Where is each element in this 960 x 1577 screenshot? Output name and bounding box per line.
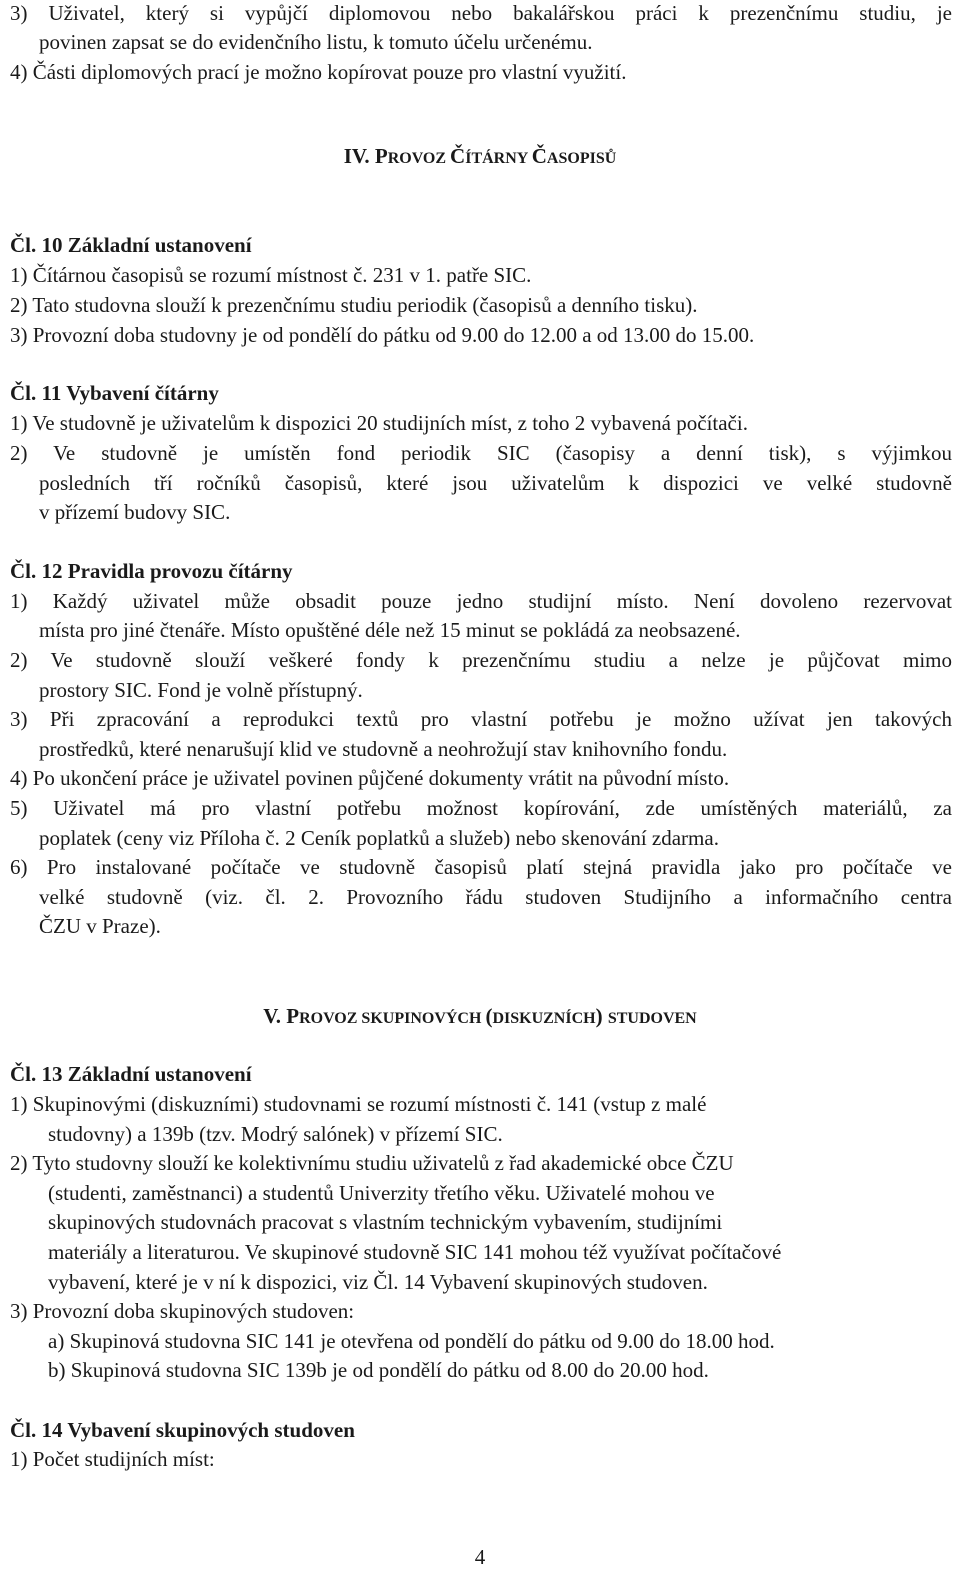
- article-line: 2) Tato studovna slouží k prezenčnímu studiu periodik (časopisů a denního tisku).: [10, 293, 698, 317]
- heading-part: ASOPISŮ: [546, 150, 617, 167]
- article-line: prostředků, které nenarušují klid ve studovně a neohrožují stav knihovního fondu.: [39, 737, 728, 761]
- article-line: b) Skupinová studovna SIC 139b je od pondělí do pátku od 8.00 do 20.00 hod.: [48, 1358, 709, 1382]
- article-line: ČZU v Praze).: [39, 914, 161, 938]
- article-line: 4) Po ukončení práce je uživatel povinen půjčené dokumenty vrátit na původní místo.: [10, 766, 730, 790]
- article-line: 1) Ve studovně je uživatelům k dispozici 20 studijních míst, z toho 2 vybavená počítači.: [10, 411, 748, 435]
- page-number: 4: [474, 1545, 486, 1569]
- section-heading-iv: [0, 146, 960, 167]
- article-line: a) Skupinová studovna SIC 141 je otevřena od pondělí do pátku od 9.00 do 18.00 hod.: [48, 1329, 775, 1353]
- article-line: 3) Při zpracování a reprodukci textů pro vlastní potřebu je možno užívat jen takových: [10, 707, 952, 731]
- article-line: 2) Ve studovně je umístěn fond periodik SIC (časopisy a denní tisk), s výjimkou: [10, 441, 952, 465]
- article-title: Čl. 11 Vybavení čítárny: [10, 381, 219, 405]
- article-line: studovny) a 139b (tzv. Modrý salónek) v přízemí SIC.: [48, 1122, 503, 1146]
- article-line: velké studovně (viz. čl. 2. Provozního řádu studoven Studijního a informačního centra: [39, 885, 952, 909]
- heading-part: P: [374, 144, 388, 168]
- heading-part: P: [286, 1004, 300, 1028]
- article-line: prostory SIC. Fond je volně přístupný.: [39, 678, 363, 702]
- section-number: V.: [263, 1004, 287, 1028]
- heading-part: Č: [450, 144, 466, 168]
- article-title: Čl. 14 Vybavení skupinových studoven: [10, 1418, 355, 1442]
- article-line: (studenti, zaměstnanci) a studentů Univerzity třetího věku. Uživatelé mohou ve: [48, 1181, 715, 1205]
- heading-part: (: [485, 1004, 493, 1028]
- intro-line: 4) Části diplomových prací je možno kopírovat pouze pro vlastní využití.: [10, 60, 627, 84]
- heading-part: ): [595, 1004, 608, 1028]
- article-line: skupinových studovnách pracovat s vlastním technickým vybavením, studijními: [48, 1210, 723, 1234]
- article-line: vybavení, které je v ní k dispozici, viz Čl. 14 Vybavení skupinových studoven.: [48, 1270, 708, 1294]
- article-line: 2) Tyto studovny slouží ke kolektivnímu studiu uživatelů z řad akademické obce ČZU: [10, 1151, 734, 1175]
- section-heading-v: [0, 1006, 960, 1027]
- heading-part: STUDOVEN: [607, 1010, 697, 1027]
- article-line: 6) Pro instalované počítače ve studovně časopisů platí stejná pravidla jako pro počítače ve: [10, 855, 952, 879]
- article-title: Čl. 12 Pravidla provozu čítárny: [10, 559, 293, 583]
- heading-part: ROVOZ: [299, 1010, 362, 1027]
- heading-part: ÍTÁRNY: [465, 150, 532, 167]
- article-title: Čl. 13 Základní ustanovení: [10, 1062, 252, 1086]
- intro-line: povinen zapsat se do evidenčního listu, k tomuto účelu určenému.: [39, 30, 593, 54]
- intro-line: 3) Uživatel, který si vypůjčí diplomovou nebo bakalářskou práci k prezenčnímu studiu, je: [10, 1, 952, 25]
- article-line: materiály a literaturou. Ve skupinové studovně SIC 141 mohou též využívat počítačové: [48, 1240, 782, 1264]
- article-line: 2) Ve studovně slouží veškeré fondy k prezenčnímu studiu a nelze je půjčovat mimo: [10, 648, 952, 672]
- heading-part: ROVOZ: [387, 150, 451, 167]
- heading-part: SKUPINOVÝCH: [361, 1010, 486, 1027]
- article-line: 1) Počet studijních míst:: [10, 1447, 215, 1471]
- article-line: 3) Provozní doba studovny je od pondělí do pátku od 9.00 do 12.00 a od 13.00 do 15.00.: [10, 323, 755, 347]
- article-line: místa pro jiné čtenáře. Místo opuštěné déle než 15 minut se pokládá za neobsazené.: [39, 618, 741, 642]
- heading-part: Č: [531, 144, 547, 168]
- article-line: 1) Čítárnou časopisů se rozumí místnost č. 231 v 1. patře SIC.: [10, 263, 532, 287]
- article-line: 5) Uživatel má pro vlastní potřebu možnost kopírování, zde umístěných materiálů, za: [10, 796, 952, 820]
- article-line: v přízemí budovy SIC.: [39, 500, 231, 524]
- article-line: posledních tří ročníků časopisů, které jsou uživatelům k dispozici ve velké studovně: [39, 471, 952, 495]
- section-number: IV.: [343, 144, 375, 168]
- article-line: 3) Provozní doba skupinových studoven:: [10, 1299, 355, 1323]
- article-title: Čl. 10 Základní ustanovení: [10, 233, 252, 257]
- heading-part: DISKUZNÍCH: [492, 1010, 596, 1027]
- article-line: 1) Každý uživatel může obsadit pouze jedno studijní místo. Není dovoleno rezervovat: [10, 589, 952, 613]
- article-line: 1) Skupinovými (diskuzními) studovnami se rozumí místnosti č. 141 (vstup z malé: [10, 1092, 707, 1116]
- article-line: poplatek (ceny viz Příloha č. 2 Ceník poplatků a služeb) nebo skenování zdarma.: [39, 826, 719, 850]
